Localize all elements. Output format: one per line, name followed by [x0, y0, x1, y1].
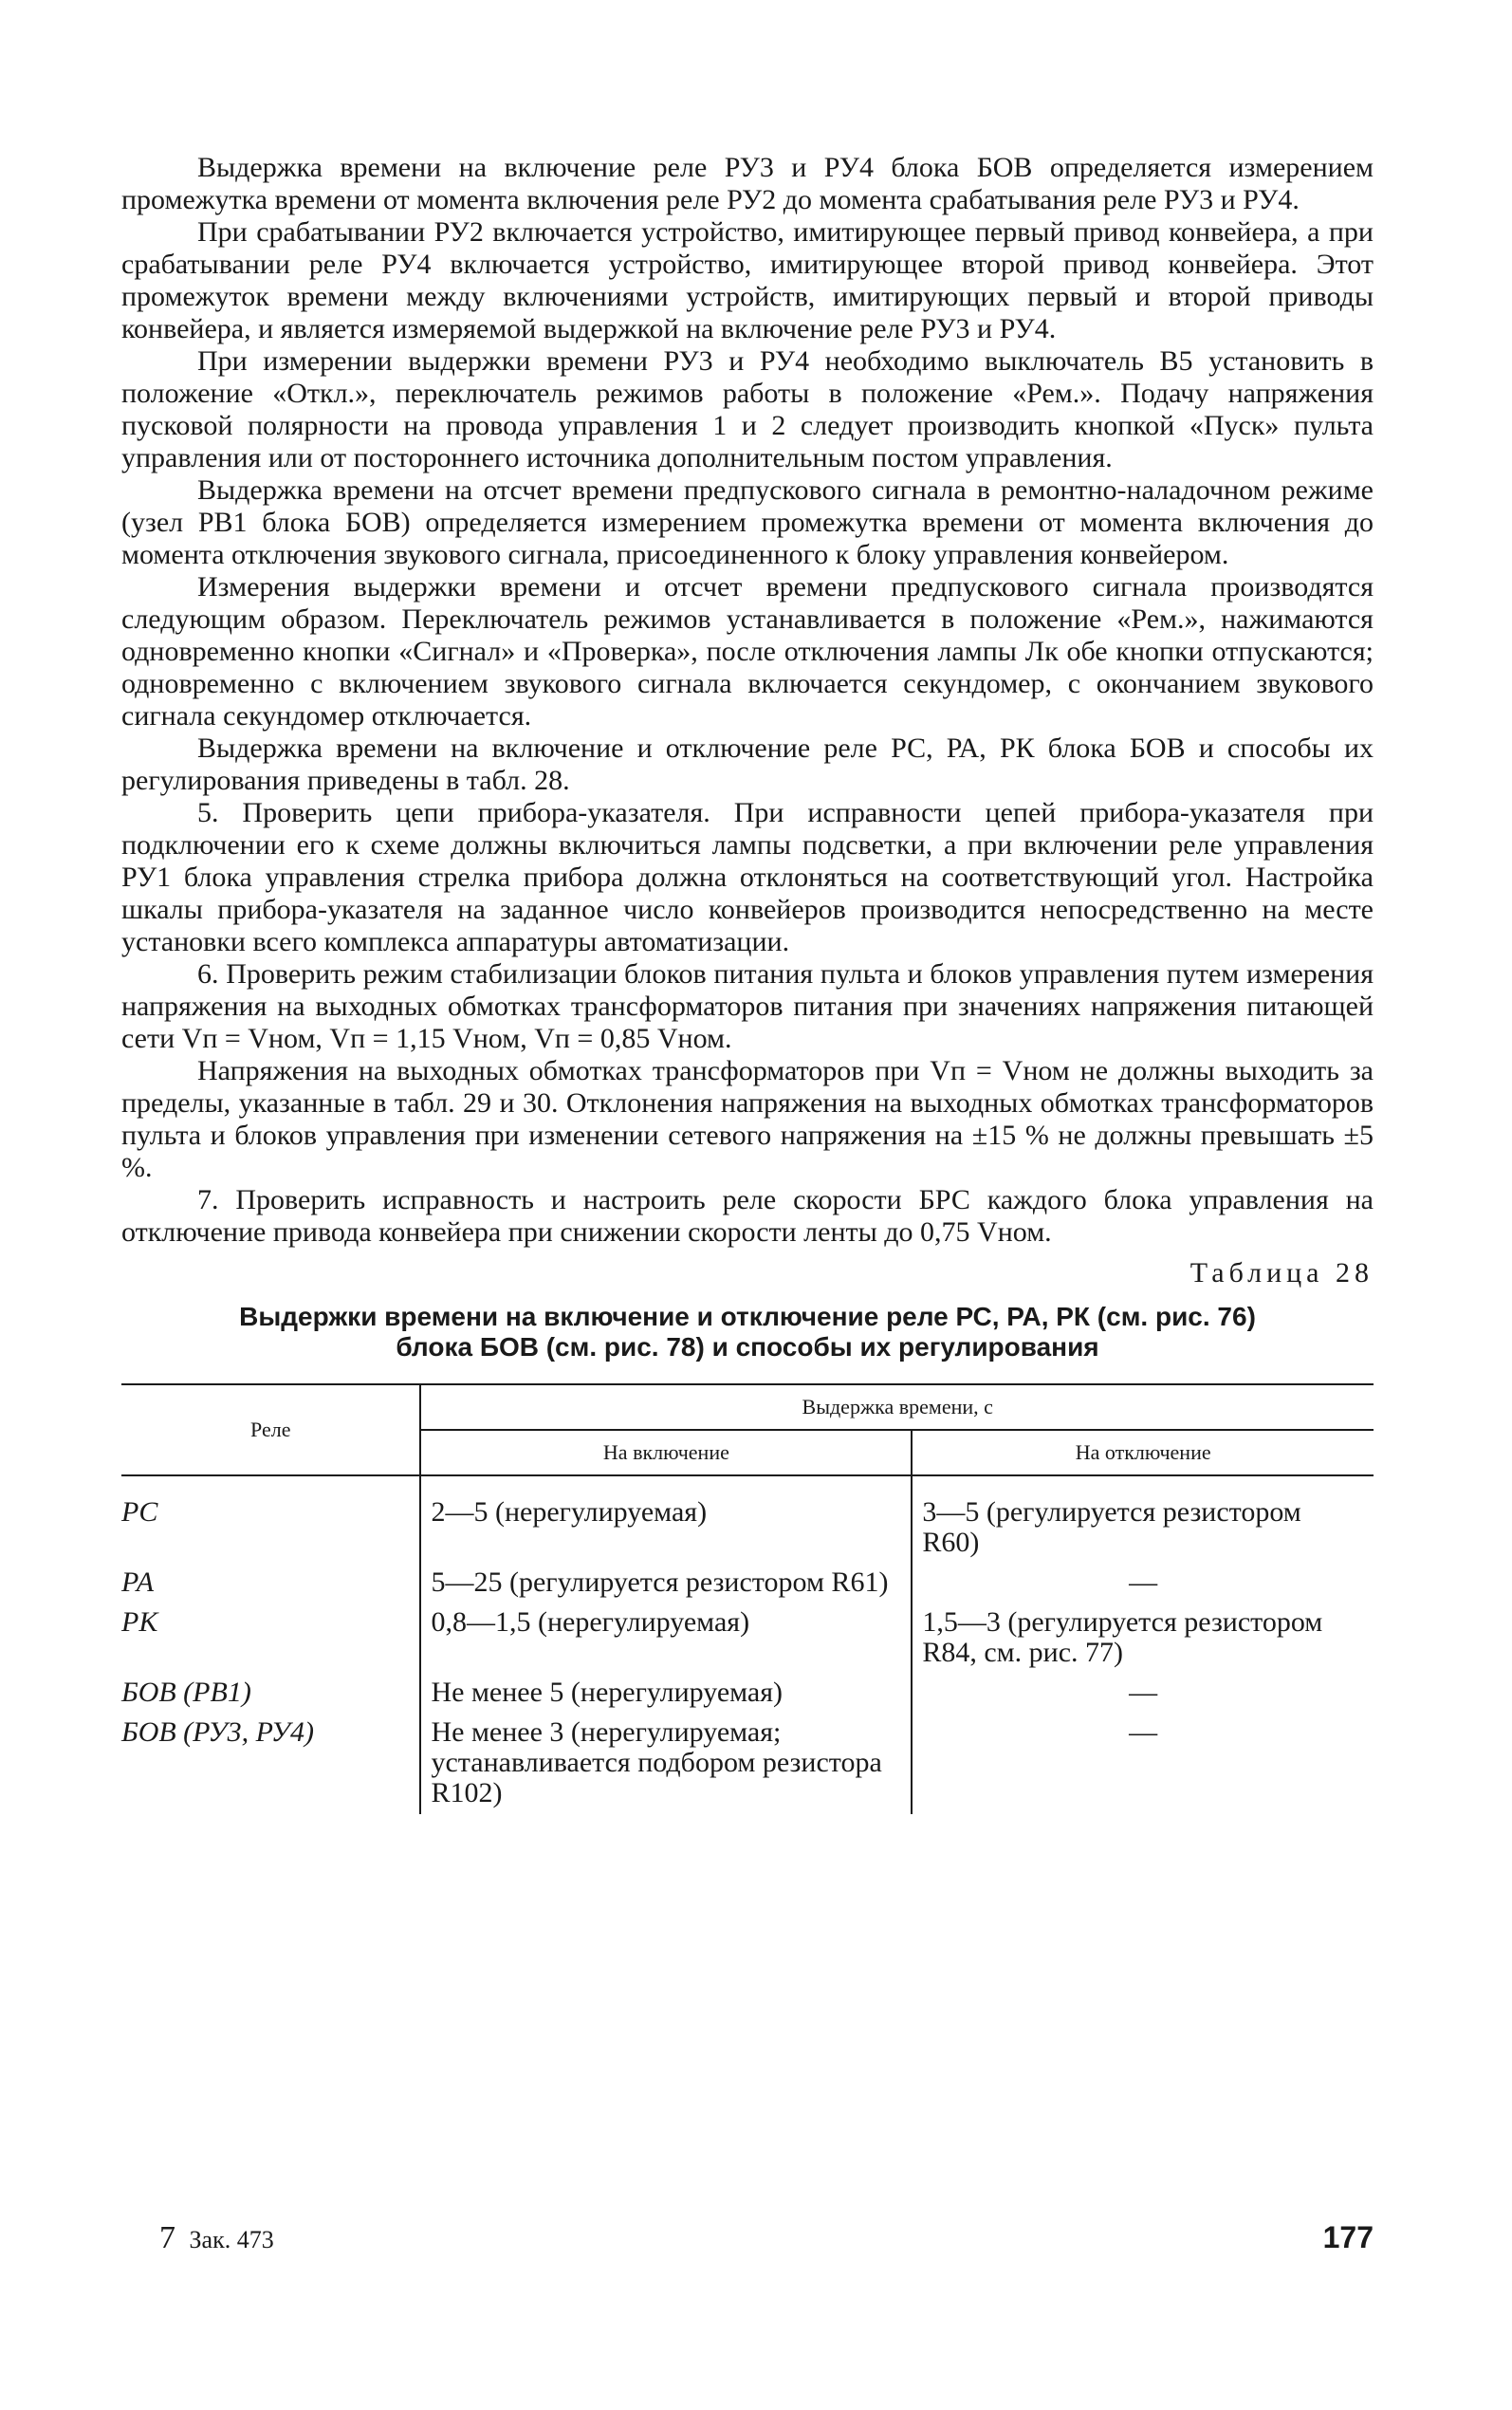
relay-name: РК: [121, 1604, 420, 1674]
relay-name: БОВ (РУ3, РУ4): [121, 1714, 420, 1814]
signature-number: 7: [159, 2220, 175, 2255]
paragraph: Выдержка времени на отсчет времени предпускового сигнала в ремонтно-наладочном режиме (узел РВ1 блока БОВ) определяется измерением промежутка времени от момента включения до момента отключения звукового сигнала, присоединенного к блоку управления конвейером.: [121, 474, 1374, 570]
table-number: Таблица 28: [1189, 1257, 1374, 1288]
on-delay: 2—5 (нерегулируемая): [420, 1475, 912, 1564]
table-row: [121, 1714, 1374, 1814]
on-delay: 0,8—1,5 (нерегулируемая): [420, 1604, 912, 1674]
relay-timing-table: [121, 1383, 1374, 1814]
paragraph: При срабатывании РУ2 включается устройство, имитирующее первый привод конвейера, а при срабатывании реле РУ4 включается устройство, имитирующее второй привод конвейера. Этот промежуток времени между включениями устройств, имитирующих первый и второй приводы конвейера, и является измеряемой выдержкой на включение реле РУ3 и РУ4.: [121, 216, 1374, 344]
header-time-delay: Выдержка времени, с: [420, 1384, 1374, 1430]
header-on: На включение: [420, 1430, 912, 1475]
page-content: [121, 152, 1374, 1814]
relay-name: БОВ (РВ1): [121, 1674, 420, 1714]
table-row: [121, 1674, 1374, 1714]
paragraph: Выдержка времени на включение и отключение реле РС, РА, РК блока БОВ и способы их регулирования приведены в табл. 28.: [121, 732, 1374, 796]
table-title-line: блока БОВ (см. рис. 78) и способы их регулирования: [396, 1332, 1099, 1362]
paragraph: Измерения выдержки времени и отсчет времени предпускового сигнала производятся следующим образом. Переключатель режимов устанавливается в положение «Рем.», нажимаются одновременно кнопки «Сигнал» и «Проверка», после отключения лампы Лк обе кнопки отпускаются; одновременно с включением звукового сигнала включается секундомер, с окончанием звукового сигнала секундомер отключается.: [121, 571, 1374, 732]
signature-text: Зак. 473: [189, 2226, 274, 2253]
off-delay: —: [1129, 1566, 1158, 1598]
table-row: [121, 1475, 1374, 1564]
table-row: [121, 1604, 1374, 1674]
off-delay: 1,5—3 (регулируется резистором R84, см. рис. 77): [922, 1606, 1323, 1668]
off-delay: —: [1129, 1677, 1158, 1708]
table-title: [121, 1302, 1374, 1363]
off-delay: —: [1129, 1716, 1158, 1748]
on-delay: 5—25 (регулируется резистором R61): [420, 1564, 912, 1604]
paragraph: Выдержка времени на включение реле РУ3 и РУ4 блока БОВ определяется измерением промежутка времени от момента включения реле РУ2 до момента срабатывания реле РУ3 и РУ4.: [121, 152, 1374, 215]
paragraph: При измерении выдержки времени РУ3 и РУ4 необходимо выключатель В5 установить в положение «Откл.», переключатель режимов работы в положение «Рем.». Подачу напряжения пусковой полярности на провода управления 1 и 2 следует производить кнопкой «Пуск» пульта управления или от постороннего источника дополнительным постом управления.: [121, 345, 1374, 473]
paragraph: 6. Проверить режим стабилизации блоков питания пульта и блоков управления путем измерения напряжения на выходных обмотках трансформаторов питания при значениях напряжения питающей сети Vп = Vном, Vп = 1,15 Vном, Vп = 0,85 Vном.: [121, 958, 1374, 1054]
header-off: На отключение: [912, 1430, 1374, 1475]
paragraph: 5. Проверить цепи прибора-указателя. При исправности цепей прибора-указателя при подключении его к схеме должны включиться лампы подсветки, а при включении реле управления РУ1 блока управления стрелка прибора должна отклоняться на соответствующий угол. Настройка шкалы прибора-указателя на заданное число конвейеров производится непосредственно на месте установки всего комплекса аппаратуры автоматизации.: [121, 797, 1374, 957]
on-delay: Не менее 3 (нерегулируемая; устанавливается подбором резистора R102): [420, 1714, 912, 1814]
relay-name: РА: [121, 1564, 420, 1604]
paragraph: 7. Проверить исправность и настроить реле скорости БРС каждого блока управления на отключение привода конвейера при снижении скорости ленты до 0,75 Vном.: [121, 1184, 1374, 1248]
table-row: [121, 1564, 1374, 1604]
page-number: 177: [1322, 2220, 1374, 2254]
off-delay: 3—5 (регулируется резистором R60): [922, 1496, 1301, 1558]
printer-signature: [159, 2220, 274, 2256]
paragraph: Напряжения на выходных обмотках трансформаторов при Vп = Vном не должны выходить за пределы, указанные в табл. 29 и 30. Отклонения напряжения на выходных обмотках трансформаторов пульта и блоков управления при изменении сетевого напряжения на ±15 % не должны превышать ±5 %.: [121, 1055, 1374, 1183]
header-relay: Реле: [121, 1384, 420, 1475]
table-title-line: Выдержки времени на включение и отключение реле РС, РА, РК (см. рис. 76): [239, 1302, 1256, 1331]
relay-name: РС: [121, 1475, 420, 1564]
on-delay: Не менее 5 (нерегулируемая): [420, 1674, 912, 1714]
